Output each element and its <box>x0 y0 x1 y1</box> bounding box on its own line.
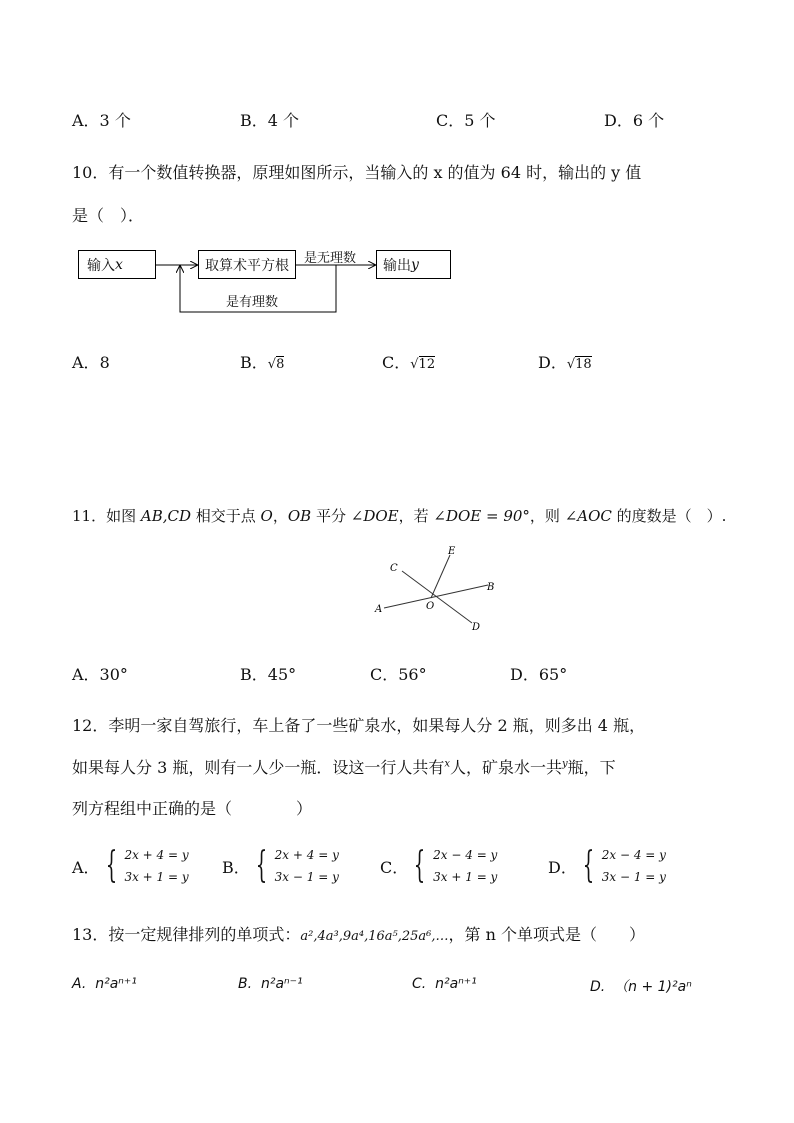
q10-option-a-letter: A． <box>72 353 100 372</box>
q11-t3: 平分 <box>311 507 351 525</box>
q12-option-b-system: { 2x + 4 = y 3x − 1 = y <box>255 845 339 886</box>
q10-option-b-radicand: 8 <box>276 357 285 372</box>
q10-option-c <box>382 350 435 373</box>
q11-num: 11．如图 <box>72 507 141 525</box>
label-o: O <box>426 601 435 612</box>
q12-option-c <box>380 844 497 888</box>
label-a: A <box>375 604 383 615</box>
q10-stem-line1: 10．有一个数值转换器，原理如图所示，当输入的 x 的值为 64 时，输出的 y 值 <box>72 163 642 182</box>
q13-sequence: a²,4a³,9a⁴,16a⁵,25a⁶,… <box>300 929 449 944</box>
q12-option-a-letter: A． <box>72 857 100 877</box>
q11-eq: ∠DOE = 90° <box>433 507 530 525</box>
q10-option-b-letter: B． <box>240 353 268 372</box>
q11-t1: 相交于点 <box>191 507 261 525</box>
q12-option-c-letter: C． <box>380 857 409 877</box>
q12-stem-line3: 列方程组中正确的是（ ） <box>72 799 313 818</box>
q9-option-a: A．3 个 <box>72 111 131 130</box>
flow-irrational-label: 是无理数 <box>304 251 357 266</box>
label-e: E <box>448 546 456 557</box>
q13-stem <box>72 922 645 945</box>
q13-option-a-expr: n²aⁿ⁺¹ <box>95 976 137 992</box>
q11-angle-figure <box>360 540 510 635</box>
flow-output-var: y <box>411 256 419 273</box>
q13-option-d <box>590 976 692 996</box>
q13-option-a <box>72 976 137 992</box>
q12-option-c-system: { 2x − 4 = y 3x + 1 = y <box>413 845 498 886</box>
flow-arrows <box>0 0 794 340</box>
q10-option-c-letter: C． <box>382 353 411 372</box>
q13-option-b <box>238 976 303 992</box>
q12-c-eq2: 3x + 1 = y <box>433 870 498 884</box>
q11-stem <box>72 505 726 526</box>
q9-option-d: D．6 个 <box>604 111 665 130</box>
q10-option-a-value: 8 <box>99 353 110 372</box>
flow-rational-label: 是有理数 <box>226 295 279 310</box>
q13-option-d-letter: D. <box>590 979 606 995</box>
q10-option-a <box>72 350 110 373</box>
q13-option-d-expr: （n + 1)²aⁿ <box>614 979 692 995</box>
q12-d-eq1: 2x − 4 = y <box>601 848 666 862</box>
q11-t2: ， <box>272 507 288 525</box>
q13-suffix: ，第 n 个单项式是（ ） <box>448 925 645 944</box>
q10-stem-line2: 是（ ）． <box>72 206 145 225</box>
q12-a-eq2: 3x + 1 = y <box>124 870 189 884</box>
flow-output-label: 输出 <box>383 257 411 274</box>
flow-input-label: 输入 <box>87 257 115 274</box>
q11-option-c: C．56° <box>370 665 427 684</box>
q12-c-eq1: 2x − 4 = y <box>433 848 498 862</box>
q10-option-c-sqrt: √12 <box>410 357 436 372</box>
q11-t4: ，若 <box>398 507 434 525</box>
q11-doe: ∠DOE <box>350 507 399 525</box>
q12-option-d-system: { 2x − 4 = y 3x − 1 = y <box>582 845 666 886</box>
q11-option-b: B．45° <box>240 665 297 684</box>
q10-option-c-radicand: 12 <box>418 357 436 372</box>
label-c: C <box>390 563 398 574</box>
q10-option-d <box>538 350 592 373</box>
label-d: D <box>472 622 481 633</box>
q13-option-b-expr: n²aⁿ⁻¹ <box>260 976 303 992</box>
q10-option-b-sqrt: √8 <box>267 357 285 372</box>
q10-option-d-sqrt: √18 <box>566 357 592 372</box>
line-cd <box>402 571 472 623</box>
flow-input-var: x <box>115 256 123 273</box>
q12-option-a <box>72 844 189 888</box>
q13-option-a-letter: A. <box>72 976 87 992</box>
q10-option-b <box>240 350 284 373</box>
q11-option-a: A．30° <box>72 665 128 684</box>
q12-stem-line1: 12．李明一家自驾旅行，车上备了一些矿泉水，如果每人分 2 瓶，则多出 4 瓶， <box>72 716 646 735</box>
q11-ob: OB <box>287 507 312 525</box>
q9-option-c: C．5 个 <box>436 111 496 130</box>
q12-b-eq2: 3x − 1 = y <box>274 870 339 884</box>
q12-b-eq1: 2x + 4 = y <box>274 848 339 862</box>
q13-option-c-letter: C. <box>412 976 427 992</box>
q12-line2c: 瓶，下 <box>567 758 616 777</box>
q12-line2a: 如果每人分 3 瓶，则有一人少一瓶．设这一行人共有 <box>72 758 445 777</box>
q13-prefix: 13．按一定规律排列的单项式： <box>72 925 301 944</box>
q12-d-eq2: 3x − 1 = y <box>601 870 666 884</box>
q13-option-c-expr: n²aⁿ⁺¹ <box>435 976 477 992</box>
q13-option-b-letter: B. <box>238 976 253 992</box>
q12-option-b-letter: B． <box>222 857 250 877</box>
q11-o: O <box>260 507 273 525</box>
q12-option-a-system: { 2x + 4 = y 3x + 1 = y <box>105 845 189 886</box>
q12-a-eq1: 2x + 4 = y <box>124 848 189 862</box>
q12-stem-line2 <box>72 755 616 778</box>
flow-process-label: 取算术平方根 <box>205 257 289 274</box>
q12-line2b: 人，矿泉水一共 <box>450 758 563 777</box>
q13-option-c <box>412 976 477 992</box>
q11-t5: ，则 <box>529 507 565 525</box>
q11-option-d: D．65° <box>510 665 568 684</box>
ray-oe <box>431 555 450 598</box>
q11-t6: 的度数是（ ）. <box>611 507 727 525</box>
q12-option-d <box>548 844 666 888</box>
q12-var-x: x <box>444 758 450 770</box>
q12-option-d-letter: D． <box>548 857 577 877</box>
q9-option-b: B．4 个 <box>240 111 300 130</box>
q10-option-d-radicand: 18 <box>575 357 592 372</box>
q11-lines: AB,CD <box>140 507 191 525</box>
q12-var-y: y <box>562 758 568 770</box>
q11-aoc: ∠AOC <box>564 507 612 525</box>
q10-option-d-letter: D． <box>538 353 567 372</box>
q12-option-b <box>222 844 339 888</box>
label-b: B <box>487 582 495 593</box>
